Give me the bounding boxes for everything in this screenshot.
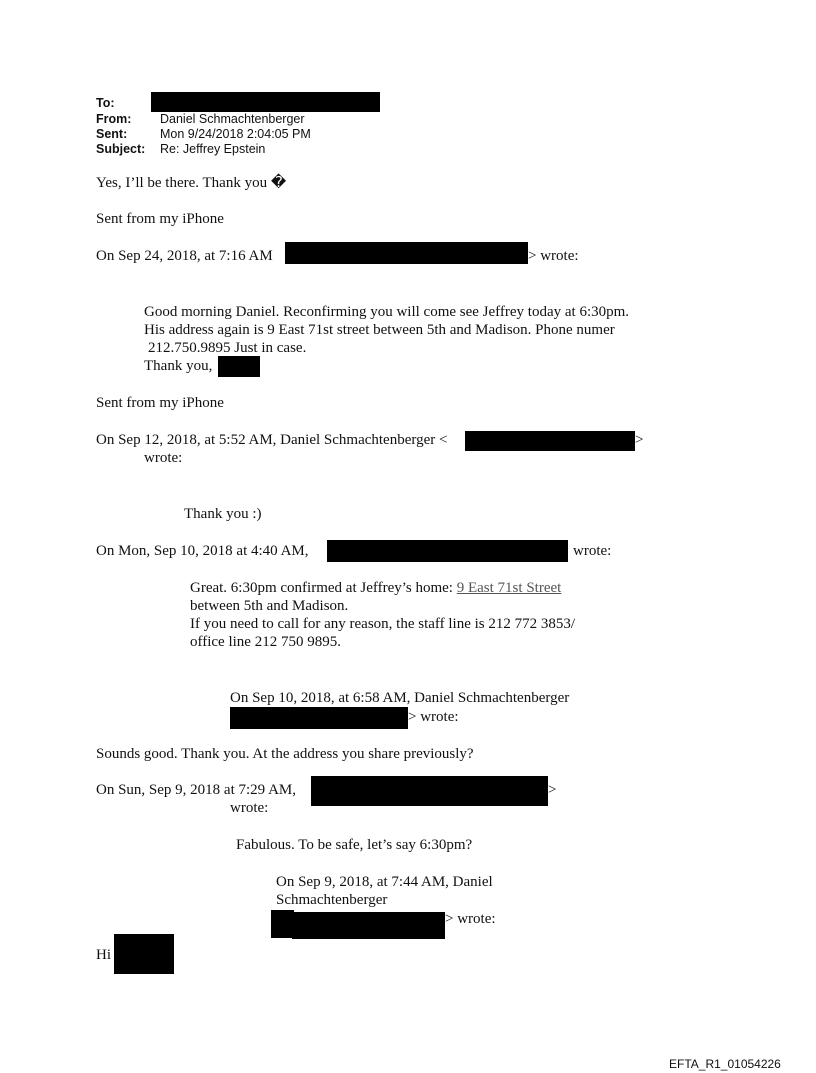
greeting-hi: Hi [96, 947, 111, 963]
redaction-bar [292, 912, 445, 939]
redaction-bar [271, 910, 294, 938]
redaction-bar [311, 776, 548, 806]
quote-header-2-suffix: > [635, 432, 644, 448]
quote-header-4-suffix: > wrote: [408, 709, 459, 725]
reply-line: Yes, I’ll be there. Thank you � [96, 175, 287, 191]
redaction-bar [327, 540, 568, 562]
redaction-bar [230, 707, 408, 729]
fabulous-line: Fabulous. To be safe, let’s say 6:30pm? [236, 837, 473, 853]
from-label: From: [96, 112, 132, 126]
quote-header-2: On Sep 12, 2018, at 5:52 AM, Daniel Schmachtenberger < [96, 432, 448, 448]
quoted-line: If you need to call for any reason, the staff line is 212 772 3853/ [190, 616, 576, 632]
quote-header-1: On Sep 24, 2018, at 7:16 AM [96, 248, 273, 264]
to-label: To: [96, 96, 115, 110]
sounds-good-line: Sounds good. Thank you. At the address you share previously? [96, 746, 474, 762]
redaction-bar [114, 934, 174, 974]
quoted-line: Good morning Daniel. Reconfirming you will come see Jeffrey today at 6:30pm. [144, 304, 630, 320]
sent-from-iphone: Sent from my iPhone [96, 395, 224, 411]
quote-header-5-wrote: wrote: [230, 800, 269, 816]
quoted-line: 212.750.9895 Just in case. [148, 340, 307, 356]
sent-from-iphone: Sent from my iPhone [96, 211, 224, 227]
quoted-line: between 5th and Madison. [190, 598, 349, 614]
quote-header-2-wrote: wrote: [144, 450, 183, 466]
quote-header-6-suffix: > wrote: [445, 911, 496, 927]
thank-you-line: Thank you :) [184, 506, 262, 522]
quoted-line: office line 212 750 9895. [190, 634, 341, 650]
redaction-bar [151, 92, 380, 112]
redaction-bar [285, 242, 528, 264]
quote-header-1-suffix: > wrote: [528, 248, 579, 264]
sent-label: Sent: [96, 127, 128, 141]
from-value: Daniel Schmachtenberger [160, 112, 305, 126]
quote-header-5-suffix: > [548, 782, 557, 798]
quote-header-4: On Sep 10, 2018, at 6:58 AM, Daniel Schmachtenberger [230, 690, 570, 706]
quoted-line: His address again is 9 East 71st street between 5th and Madison. Phone numer [144, 322, 615, 338]
subject-label: Subject: [96, 142, 146, 156]
quote-header-5: On Sun, Sep 9, 2018 at 7:29 AM, [96, 782, 297, 798]
quoted-line [190, 579, 561, 597]
quoted-line-text: Great. 6:30pm confirmed at Jeffrey’s home: [190, 580, 453, 596]
quote-header-6-name: Schmachtenberger [276, 892, 388, 908]
subject-value: Re: Jeffrey Epstein [160, 142, 266, 156]
redaction-bar [465, 431, 635, 451]
quote-header-3-suffix: wrote: [573, 543, 612, 559]
address-link[interactable]: 9 East 71st Street [456, 580, 562, 596]
redaction-bar [218, 356, 260, 377]
sent-value: Mon 9/24/2018 2:04:05 PM [160, 127, 311, 141]
quoted-line: Thank you, [144, 358, 213, 374]
quote-header-3: On Mon, Sep 10, 2018 at 4:40 AM, [96, 543, 309, 559]
document-id: EFTA_R1_01054226 [669, 1057, 781, 1071]
quote-header-6: On Sep 9, 2018, at 7:44 AM, Daniel [276, 874, 493, 890]
